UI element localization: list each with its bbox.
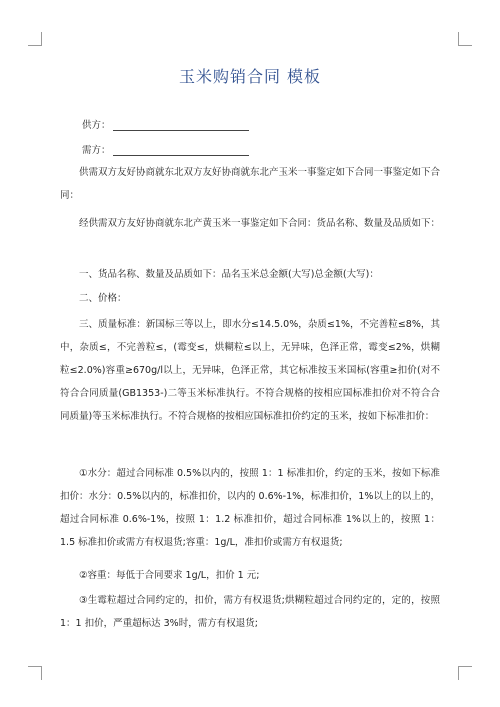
document-title: 玉米购销合同 模板 xyxy=(178,67,322,86)
crop-mark xyxy=(459,45,472,46)
crop-mark xyxy=(459,666,472,667)
crop-mark xyxy=(41,32,42,46)
paragraph: 经供需双方友好协商就东北产黄玉米一事鉴定如下合同：货品名称、数量及品质如下： xyxy=(79,218,441,229)
supplier-blank xyxy=(113,120,249,131)
crop-mark xyxy=(28,666,41,667)
paragraph: 三、质量标准：新国标三等以上，即水分≤14.5.0%，杂质≤1%，不完善粒≤8%，其中，杂质≤，不完善粒≤，(霉变≤，烘糊粒≤以上，无异味，色泽正常，霉变≤2%，烘糊粒≤2.0%)容重≥670g/l以上，无异味，色泽正常，其它标准按玉米国标(容重≥扣价(对不符合合同质量(GB1353-)二等玉米标准执行。不符合规格的按相应国标准扣价对不符合合同质量)等玉米标准执行。不符合规格的按相应国标准扣价约定的玉米，按如下标准扣价： xyxy=(60,319,440,422)
buyer-blank xyxy=(113,145,249,156)
paragraph: 一、货品名称、数量及品质如下：品名玉米总金额(大写)总金额(大写)： xyxy=(79,269,379,280)
supplier-line xyxy=(82,117,249,131)
buyer-label: 需方： xyxy=(82,145,111,156)
paragraph: ③生霉粒超过合同约定的，扣价，需方有权退货;烘糊粒超过合同约定的，定的，按照 1：1 扣价，严重超标达 3%时，需方有权退货; xyxy=(60,595,440,629)
crop-mark xyxy=(41,666,42,680)
paragraph: ①水分：超过合同标准 0.5%以内的，按照 1：1 标准扣价，约定的玉米，按如下标准扣价：水分：0.5%以内的，标准扣价，以内的 0.6%-1%，标准扣价，1%以上的以上的，超过合同标准 0.6%-1%，按照 1：1.2 标准扣价，超过合同标准 1%以上的，按照 1：1.5 标准扣价或需方有权退货;容重：1g/L，准扣价或需方有权退货; xyxy=(60,468,440,548)
crop-mark xyxy=(458,666,459,680)
crop-mark xyxy=(458,32,459,46)
paragraph: 二、价格： xyxy=(79,293,127,304)
supplier-label: 供方： xyxy=(82,120,111,131)
crop-mark xyxy=(28,45,41,46)
paragraph: ②容重：每低于合同要求 1g/L，扣价 1 元; xyxy=(79,570,260,581)
buyer-line xyxy=(82,142,249,156)
paragraph: 供需双方友好协商就东北双方友好协商就东北产玉米一事鉴定如下合同一事鉴定如下合同： xyxy=(60,167,441,201)
